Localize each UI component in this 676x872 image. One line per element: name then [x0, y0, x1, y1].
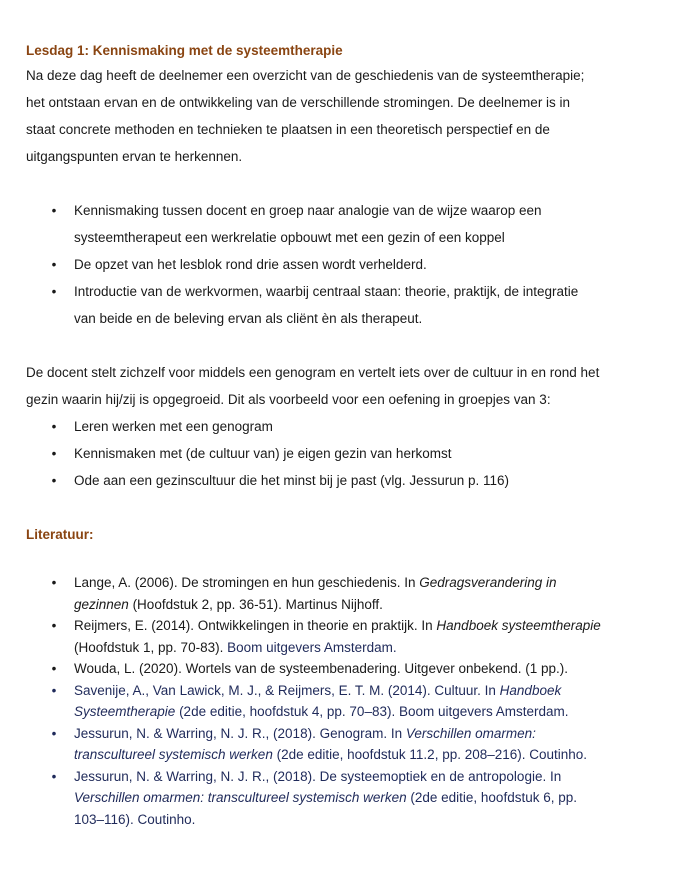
text-run: Savenije, A., Van Lawick, M. J., & Reijmers, E. T. M. (2014). Cultuur. In	[74, 682, 500, 698]
literature-line	[74, 809, 638, 831]
text-run: Jessurun, N. & Warring, N. J. R., (2018). De systeemoptiek en de antropologie. In	[74, 768, 562, 784]
bullet-icon: •	[51, 446, 57, 461]
literature-line	[74, 744, 638, 766]
text-run: Jessurun, N. & Warring, N. J. R., (2018). Genogram. In	[74, 725, 406, 741]
literature-line	[74, 680, 638, 702]
text-run: Verschillen omarmen: transcultureel systemisch werken	[74, 790, 407, 805]
text-run: Wouda, L. (2020). Wortels van de systeembenadering. Uitgever onbekend. (1 pp.).	[74, 661, 569, 676]
literature-line	[74, 701, 638, 723]
list-item-line: Kennismaking tussen docent en groep naar analogie van de wijze waarop een	[74, 203, 542, 218]
list-item	[26, 197, 638, 251]
literature-title: Literatuur:	[26, 527, 94, 542]
learning-goals-list	[26, 197, 638, 332]
bullet-icon: •	[51, 661, 57, 676]
docent-paragraph	[26, 359, 638, 413]
text-run: Lange, A. (2006). De stromingen en hun geschiedenis. In	[74, 575, 420, 590]
bullet-icon: •	[51, 473, 57, 488]
literature-item	[26, 572, 638, 615]
bullet-icon: •	[51, 284, 57, 299]
intro-line: uitgangspunten ervan te herkennen.	[26, 149, 243, 164]
text-run: Systeemtherapie	[74, 704, 176, 719]
text-run: (Hoofdstuk 1, pp. 70-83).	[74, 639, 228, 655]
list-item-line: Leren werken met een genogram	[74, 419, 273, 434]
literature-item	[26, 766, 638, 831]
intro-line: het ontstaan ervan en de ontwikkeling van de verschillende stromingen. De deelnemer is in	[26, 95, 571, 110]
bullet-icon: •	[51, 682, 57, 698]
literature-item	[26, 680, 638, 723]
intro-paragraph	[26, 62, 638, 170]
bullet-icon: •	[51, 618, 57, 633]
bullet-icon: •	[51, 203, 57, 218]
bullet-icon: •	[51, 725, 57, 741]
list-item	[26, 413, 638, 440]
text-run: (2de editie, hoofdstuk 6, pp.	[406, 790, 577, 805]
text-run: gezinnen	[74, 596, 129, 612]
literature-line	[74, 723, 638, 745]
list-item	[26, 278, 638, 332]
list-item-line: systeemtherapeut een werkrelatie opbouwt met een gezin of een koppel	[74, 230, 505, 245]
literature-list	[26, 572, 638, 830]
list-item-line: De opzet van het lesblok rond drie assen wordt verhelderd.	[74, 257, 427, 272]
bullet-icon: •	[51, 419, 57, 434]
section-title: Lesdag 1: Kennismaking met de systeemtherapie	[26, 43, 343, 58]
text-run: 103–116). Coutinho.	[74, 811, 196, 827]
text-run: Boom uitgevers Amsterdam.	[227, 639, 397, 655]
text-run: (2de editie, hoofdstuk 4, pp. 70–83). Boom uitgevers Amsterdam.	[175, 704, 569, 719]
list-item-line: Ode aan een gezinscultuur die het minst bij je past (vlg. Jessurun p. 116)	[74, 473, 509, 488]
intro-line: Na deze dag heeft de deelnemer een overzicht van de geschiedenis van de systeemtherapie;	[26, 68, 585, 83]
text-run: (2de editie, hoofdstuk 11.2, pp. 208–216). Coutinho.	[272, 747, 588, 762]
text-run: transcultureel systemisch werken	[74, 747, 273, 762]
literature-line	[74, 637, 638, 659]
bullet-icon: •	[51, 768, 57, 784]
text-run: Gedragsverandering in	[419, 575, 557, 590]
list-item	[26, 467, 638, 494]
bullet-icon: •	[51, 575, 57, 590]
literature-line	[74, 787, 638, 809]
text-run: Reijmers, E. (2014). Ontwikkelingen in theorie en praktijk. In	[74, 618, 437, 633]
bullet-icon: •	[51, 257, 57, 272]
literature-item	[26, 658, 638, 680]
literature-item	[26, 723, 638, 766]
list-item-line: Introductie van de werkvormen, waarbij centraal staan: theorie, praktijk, de integratie	[74, 284, 579, 299]
docent-line: gezin waarin hij/zij is opgegroeid. Dit als voorbeeld voor een oefening in groepjes van 3:	[26, 392, 551, 407]
literature-line	[74, 572, 638, 594]
text-run: Handboek systeemtherapie	[436, 618, 601, 633]
text-run: Handboek	[499, 682, 562, 698]
literature-line	[74, 766, 638, 788]
list-item-line: Kennismaken met (de cultuur van) je eigen gezin van herkomst	[74, 446, 452, 461]
literature-item	[26, 615, 638, 658]
document-page	[26, 40, 638, 830]
literature-line	[74, 615, 638, 637]
intro-line: staat concrete methoden en technieken te plaatsen in een theoretisch perspectief en de	[26, 122, 550, 137]
list-item	[26, 440, 638, 467]
literature-line	[74, 594, 638, 616]
list-item-line: van beide en de beleving ervan als cliënt èn als therapeut.	[74, 311, 423, 326]
docent-line: De docent stelt zichzelf voor middels een genogram en vertelt iets over de cultuur in en rond het	[26, 365, 600, 380]
exercise-list	[26, 413, 638, 494]
literature-line	[74, 658, 638, 680]
text-run: (Hoofdstuk 2, pp. 36-51). Martinus Nijhoff.	[128, 596, 383, 612]
text-run: Verschillen omarmen:	[405, 725, 536, 741]
list-item	[26, 251, 638, 278]
